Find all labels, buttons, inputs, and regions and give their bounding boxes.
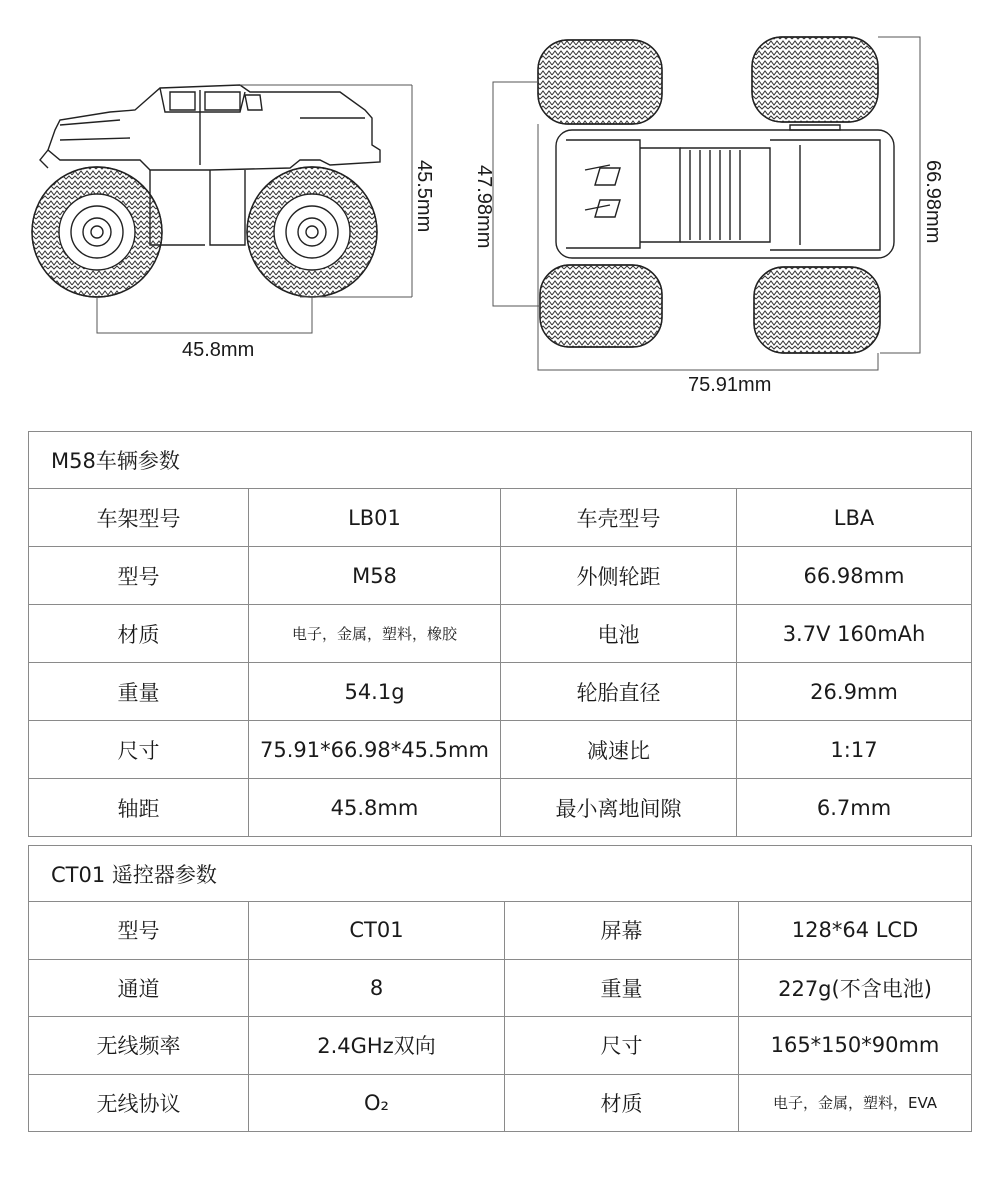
remote-spec-table — [28, 845, 972, 1132]
spec-value: 128*64 LCD — [739, 902, 972, 960]
spec-value: 26.9mm — [737, 663, 972, 721]
table-row — [29, 779, 972, 837]
top-overall-label: 75.91mm — [688, 374, 772, 396]
table-row — [29, 959, 972, 1017]
spec-label: 最小离地间隙 — [501, 779, 737, 837]
spec-label: 轴距 — [29, 779, 249, 837]
spec-label: 轮胎直径 — [501, 663, 737, 721]
table-row — [29, 1074, 972, 1132]
spec-label: 减速比 — [501, 721, 737, 779]
spec-value: 66.98mm — [737, 547, 972, 605]
top-length-label: 47.98mm — [473, 165, 495, 249]
spec-value: 电子，金属，塑料，EVA — [739, 1074, 972, 1132]
spec-label: 屏幕 — [505, 902, 739, 960]
top-width-label: 66.98mm — [922, 160, 944, 244]
spec-value: 54.1g — [249, 663, 501, 721]
spec-value: M58 — [249, 547, 501, 605]
spec-label: 型号 — [29, 902, 249, 960]
vehicle-drawings — [0, 0, 1000, 420]
table-row — [29, 605, 972, 663]
top-wheel-front-left — [538, 40, 662, 124]
table-row — [29, 663, 972, 721]
spec-label: 重量 — [29, 663, 249, 721]
spec-value: 6.7mm — [737, 779, 972, 837]
spec-label: 材质 — [29, 605, 249, 663]
spec-label: 无线协议 — [29, 1074, 249, 1132]
spec-label: 外侧轮距 — [501, 547, 737, 605]
table-row — [29, 1017, 972, 1075]
spec-label: 车壳型号 — [501, 489, 737, 547]
spec-value: 75.91*66.98*45.5mm — [249, 721, 501, 779]
spec-value: 227g(不含电池) — [739, 959, 972, 1017]
spec-label: 车架型号 — [29, 489, 249, 547]
spec-value: 2.4GHz双向 — [249, 1017, 505, 1075]
table-row — [29, 547, 972, 605]
spec-label: 电池 — [501, 605, 737, 663]
spec-value: LB01 — [249, 489, 501, 547]
spec-label: 通道 — [29, 959, 249, 1017]
spec-label: 尺寸 — [505, 1017, 739, 1075]
spec-value: 165*150*90mm — [739, 1017, 972, 1075]
spec-value: 电子，金属，塑料，橡胶 — [249, 605, 501, 663]
top-view-drawing — [538, 37, 894, 353]
spec-value: 1:17 — [737, 721, 972, 779]
side-wheelbase-label: 45.8mm — [182, 339, 255, 361]
spec-value: O₂ — [249, 1074, 505, 1132]
spec-value: 8 — [249, 959, 505, 1017]
spec-label: 材质 — [505, 1074, 739, 1132]
top-wheel-rear-right — [754, 267, 880, 353]
side-height-label: 45.5mm — [413, 160, 435, 233]
side-rear-wheel — [247, 167, 377, 297]
top-wheel-rear-left — [752, 37, 878, 122]
spec-value: 3.7V 160mAh — [737, 605, 972, 663]
spec-value: 45.8mm — [249, 779, 501, 837]
spec-label: 型号 — [29, 547, 249, 605]
remote-table-title: CT01 遥控器参数 — [29, 846, 972, 902]
spec-value: LBA — [737, 489, 972, 547]
table-row — [29, 721, 972, 779]
top-wheel-front-right — [540, 265, 662, 347]
vehicle-table-title: M58车辆参数 — [29, 432, 972, 489]
spec-label: 无线频率 — [29, 1017, 249, 1075]
spec-label: 尺寸 — [29, 721, 249, 779]
table-row — [29, 902, 972, 960]
side-view-drawing — [32, 85, 380, 297]
vehicle-spec-table — [28, 431, 972, 837]
spec-value: CT01 — [249, 902, 505, 960]
side-front-wheel — [32, 167, 162, 297]
spec-label: 重量 — [505, 959, 739, 1017]
table-row — [29, 489, 972, 547]
